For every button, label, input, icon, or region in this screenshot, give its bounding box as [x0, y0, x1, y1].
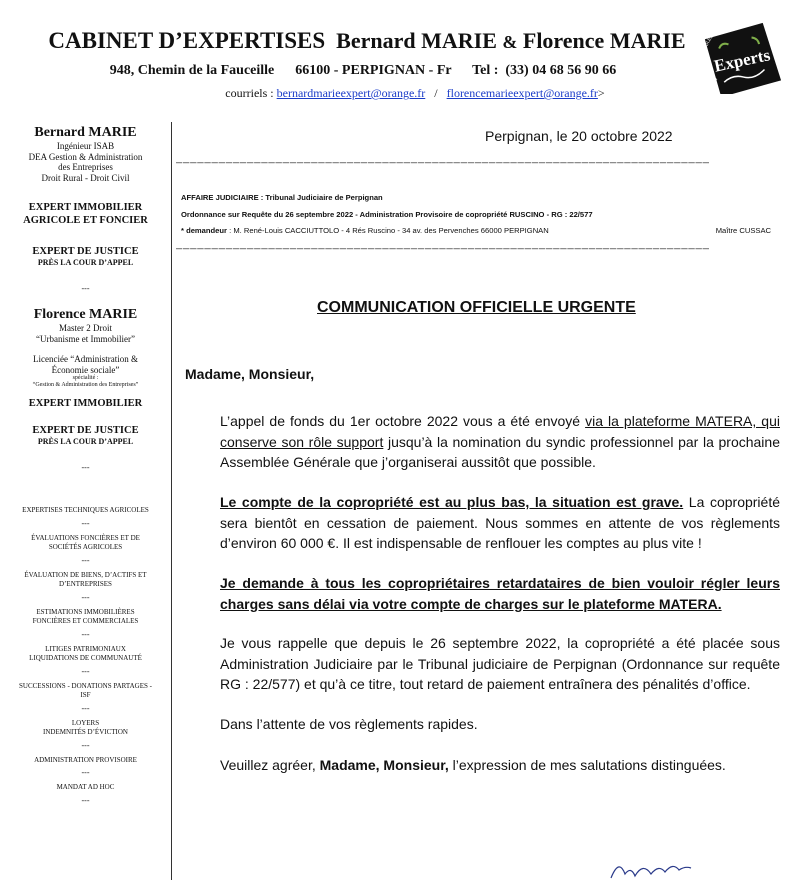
bernard-credential: DEA Gestion & Administration [28, 151, 143, 162]
sidebar [0, 125, 171, 811]
emails-label: courriels : [225, 86, 277, 100]
service-item: ISF [80, 691, 91, 699]
service-item: SUCCESSIONS - DONATIONS PARTAGES - [19, 681, 152, 690]
bernard-name: Bernard MARIE [34, 125, 137, 140]
florence-cour: PRÈS LA COUR D’APPEL [37, 437, 134, 446]
bernard-credential: Droit Rural - Droit Civil [41, 172, 130, 183]
paragraph-5: Dans l’attente de vos règlements rapides. [220, 716, 478, 732]
p1-text-end: jusqu’à la nomination du syndic professionnel par la prochaine Assemblée Générale que j’organiserai aussitôt que possible. [220, 433, 780, 471]
separator: --- [81, 518, 90, 528]
bernard-justice: EXPERT DE JUSTICE [32, 246, 139, 257]
service-item: LIQUIDATIONS DE COMMUNAUTÉ [29, 654, 142, 662]
service-item: ÉVALUATIONS FONCIÈRES ET DE [31, 533, 140, 542]
paragraph-3 [220, 573, 780, 614]
separator: --- [81, 740, 90, 750]
cabinet-name: CABINET D’EXPERTISES [48, 28, 326, 53]
emails-suffix: > [597, 86, 605, 100]
florence-credential: Master 2 Droit [59, 323, 112, 333]
bernard-credential: des Entreprises [58, 162, 113, 172]
letterhead-title [0, 28, 734, 54]
service-item: LOYERS [71, 718, 100, 727]
paragraph-4: Je vous rappelle que depuis le 26 septembre 2022, la copropriété a été placée sous Administration Judiciaire par le Tribunal judiciaire de Perpignan (Ordonnance sur requête RG : 22/577) et qu’à ce titre, tout retard de paiement entraînera des pénalités d’office. [220, 635, 780, 693]
affaire-label: AFFAIRE JUDICIAIRE : [181, 193, 266, 202]
expert-name-1: Bernard MARIE [336, 28, 497, 53]
separator: --- [81, 592, 90, 602]
demandeur-value: : M. René-Louis CACCIUTTOLO - 4 Rés Ruscino - 34 av. des Pervenches 66000 PERPIGNAN [227, 226, 549, 235]
p6-text: Veuillez agréer, [220, 757, 320, 773]
email-link-florence[interactable]: florencemarieexpert@orange.fr [446, 86, 598, 100]
bernard-title: AGRICOLE ET FONCIER [23, 215, 148, 226]
p1-text: L’appel de fonds du 1er octobre 2022 vous a été envoyé [220, 413, 586, 429]
logo-ring-text: EXPERTS AGRICOLES ET FONCIERS [701, 22, 743, 83]
emails-separator: / [425, 86, 447, 100]
florence-title: EXPERT IMMOBILIER [28, 398, 143, 409]
florence-credential: Licenciée “Administration & [33, 354, 138, 364]
service-item: FONCIÈRES ET COMMERCIALES [32, 617, 139, 625]
florence-credential: “Urbanisme et Immobilier” [36, 333, 135, 344]
sidebar-divider [171, 122, 172, 880]
service-item: ESTIMATIONS IMMOBILIÈRES [36, 607, 135, 616]
ordonnance-text: Ordonnance sur Requête du 26 septembre 2022 - Administration Provisoire de copropriété RUSCINO - RG : 22/577 [181, 209, 593, 219]
bernard-title: EXPERT IMMOBILIER [28, 202, 143, 213]
florence-name: Florence MARIE [33, 307, 138, 322]
letter-heading: COMMUNICATION OFFICIELLE URGENTE [317, 299, 636, 316]
separator: --- [81, 555, 90, 565]
demandeur-label: * demandeur [181, 226, 227, 235]
p6-text-end: l’expression de mes salutations distinguées. [448, 757, 726, 773]
ordonnance-line [181, 207, 771, 224]
expert-name-2: Florence MARIE [522, 28, 686, 53]
services-list [0, 506, 171, 805]
florence-credential: Économie sociale” [51, 364, 120, 375]
bernard-cour: PRÈS LA COUR D’APPEL [37, 258, 134, 267]
separator: --- [81, 666, 90, 676]
letter-date: Perpignan, le 20 octobre 2022 [485, 128, 673, 144]
separator: --- [81, 463, 90, 472]
separator: --- [81, 629, 90, 639]
service-item: ÉVALUATION DE BIENS, D’ACTIFS ET [24, 570, 147, 579]
separator: --- [81, 768, 90, 777]
ampersand: & [502, 32, 518, 52]
paragraph-6 [220, 755, 780, 776]
affaire-court: Tribunal Judiciaire de Perpignan [265, 193, 383, 202]
p2-emphasis: Le compte de la copropriété est au plus bas, la situation est grave. [220, 494, 684, 510]
florence-spec-label: spécialité : [72, 375, 99, 381]
separator: --- [81, 703, 90, 713]
rule-bottom: ___________________________________________________________________________ [176, 238, 710, 250]
letterhead-address: 948, Chemin de la Fauceille 66100 - PERPIGNAN - Fr Tel : (33) 04 68 56 90 66 [109, 63, 617, 78]
service-item: EXPERTISES TECHNIQUES AGRICOLES [22, 506, 149, 514]
p2-text: La copropriété sera bientôt en cessation de paiement. Nous sommes en attente de vos règlements d’environ 60 000 €. Il est indispensable de renflouer les comptes au plus vite ! [220, 494, 780, 552]
p6-emphasis: Madame, Monsieur, [319, 757, 449, 773]
separator: --- [81, 795, 90, 805]
florence-spec: “Gestion & Administration des Entreprises” [32, 382, 139, 388]
florence-justice: EXPERT DE JUSTICE [32, 425, 139, 436]
service-item: ADMINISTRATION PROVISOIRE [34, 755, 137, 764]
service-item: D’ENTREPRISES [59, 580, 112, 588]
p1-underlined: via la plateforme MATERA, qui conserve son rôle support [220, 413, 780, 450]
email-link-bernard[interactable]: bernardmarieexpert@orange.fr [276, 86, 426, 100]
bernard-credential: Ingénieur ISAB [56, 141, 115, 151]
signature-scribble [605, 856, 695, 880]
separator: --- [81, 284, 90, 293]
paragraph-1 [220, 411, 780, 473]
paragraph-2 [220, 492, 780, 554]
service-item: MANDAT AD HOC [56, 783, 115, 791]
maitre-name: Maître CUSSAC [715, 226, 771, 235]
letterhead-emails [0, 86, 808, 101]
rule-top: ___________________________________________________________________________ [176, 152, 710, 164]
experts-logo [700, 22, 782, 94]
logo-text: Experts [712, 45, 772, 76]
service-item: INDEMNITÉS D’ÉVICTION [43, 728, 128, 736]
case-reference [181, 190, 771, 240]
salutation: Madame, Monsieur, [185, 366, 315, 382]
affaire-line [181, 190, 771, 207]
service-item: LITIGES PATRIMONIAUX [45, 644, 126, 653]
p3-emphasis: Je demande à tous les copropriétaires retardataires de bien vouloir régler leurs charges sans délai via votre compte de charges sur le plateforme MATERA. [220, 575, 780, 612]
service-item: SOCIÉTÉS AGRICOLES [48, 543, 123, 551]
